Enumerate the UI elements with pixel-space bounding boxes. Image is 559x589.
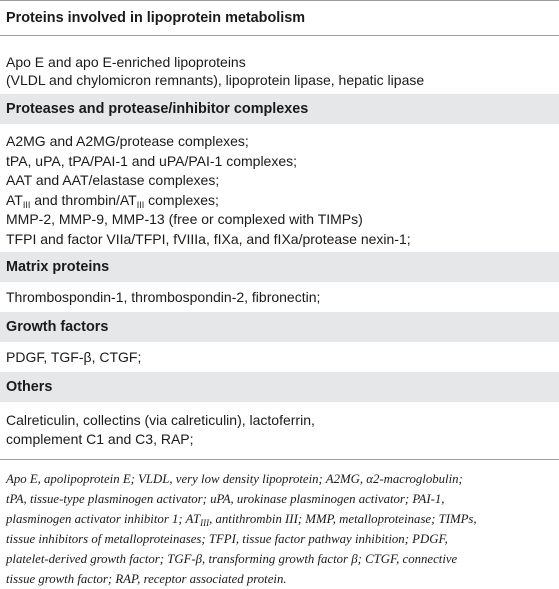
proteases-line-6: TFPI and factor VIIa/TFPI, fVIIIa, fIXa, and fIXa/protease nexin-1;: [6, 230, 411, 247]
growth-title: Growth factors: [6, 319, 109, 335]
others-line-1: Calreticulin, collectins (via calreticulin), lactoferrin,: [6, 412, 315, 428]
proteases-line-1: A2MG and A2MG/protease complexes;: [6, 133, 249, 149]
at-subscript-2: III: [136, 199, 145, 210]
others-title-row: [0, 372, 559, 402]
growth-section: [0, 342, 559, 372]
footnote-line-5: platelet-derived growth factor; TGF-β, transforming growth factor β; CTGF, connective: [6, 552, 458, 566]
proteases-line-2: tPA, uPA, tPA/PAI-1 and uPA/PAI-1 complexes;: [6, 152, 298, 169]
table-header-label: Proteins involved in lipoprotein metabolism: [6, 10, 306, 26]
others-line-2: complement C1 and C3, RAP;: [6, 431, 194, 447]
footnote-line-2: tPA, tissue-type plasminogen activator; uPA, urokinase plasminogen activator; PAI-1,: [6, 492, 445, 506]
footnote-line-6: tissue growth factor; RAP, receptor associated protein.: [6, 572, 287, 586]
lipoprotein-line-2: (VLDL and chylomicron remnants), lipoprotein lipase, hepatic lipase: [6, 72, 425, 88]
lipoprotein-line-1: Apo E and apo E-enriched lipoproteins: [6, 54, 246, 70]
others-section: [0, 402, 559, 460]
proteases-line-3: AAT and AAT/elastase complexes;: [6, 172, 220, 188]
lipoprotein-section: [0, 36, 559, 94]
thrombin-text: and thrombin/AT: [30, 191, 137, 208]
growth-title-row: [0, 312, 559, 342]
growth-line-1: PDGF, TGF-β, CTGF;: [6, 349, 142, 365]
matrix-line-1: Thrombospondin-1, thrombospondin-2, fibronectin;: [6, 289, 321, 305]
proteases-title-row: [0, 94, 559, 124]
complexes-text: complexes;: [144, 191, 219, 208]
at-subscript: III: [22, 199, 31, 210]
footnote-line-1: Apo E, apolipoprotein E; VLDL, very low density lipoprotein; A2MG, α2-macroglobulin;: [6, 472, 463, 486]
footnote-line-3b: , antithrombin III; MMP, metalloproteinase; TIMPs,: [209, 512, 477, 526]
at-text: AT: [6, 191, 23, 208]
proteases-line-4: [6, 191, 553, 211]
others-title: Others: [6, 379, 53, 395]
matrix-section: [0, 282, 559, 312]
table-footnote: [6, 469, 554, 589]
matrix-title: Matrix proteins: [6, 259, 110, 275]
table-header: [0, 0, 559, 36]
proteases-line-5: MMP-2, MMP-9, MMP-13 (free or complexed with TIMPs): [6, 211, 363, 227]
footnote-line-4: tissue inhibitors of metalloproteinases; TFPI, tissue factor pathway inhibition; PDGF,: [6, 532, 448, 546]
footnote-line-3: [6, 509, 554, 529]
footnote-line-3a: plasminogen activator inhibitor 1; AT: [6, 512, 201, 526]
proteases-title: Proteases and protease/inhibitor complexes: [6, 101, 309, 117]
matrix-title-row: [0, 252, 559, 282]
footnote-subscript: III: [200, 518, 210, 528]
proteases-section: [0, 124, 559, 252]
